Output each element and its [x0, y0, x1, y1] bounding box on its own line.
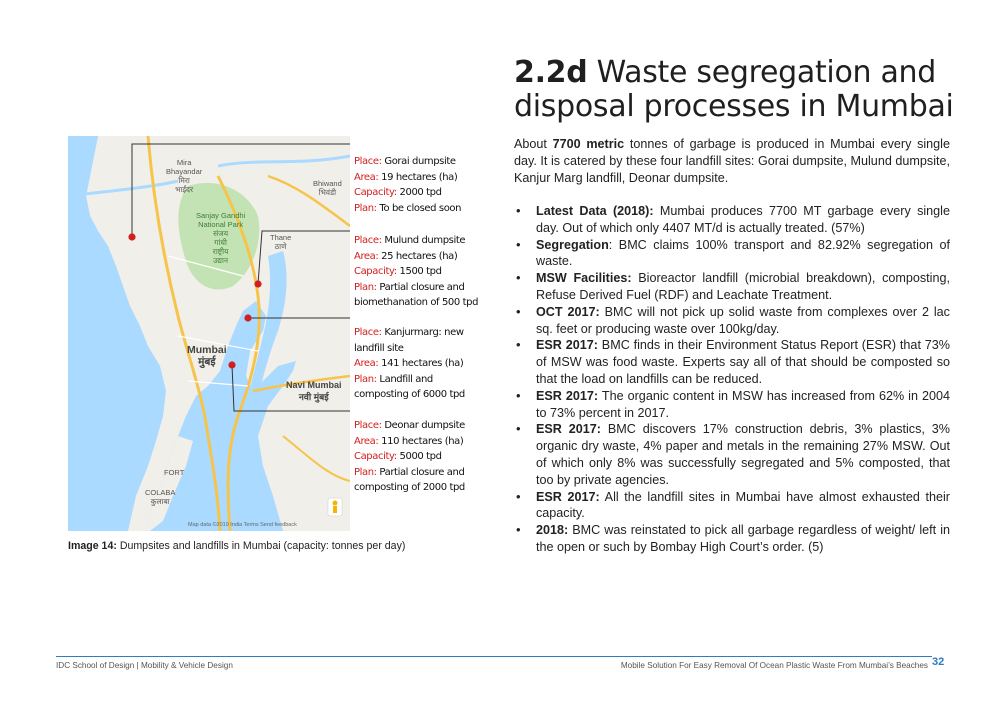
callout-value: 2000 tpd [396, 187, 442, 198]
bullet-text: The organic content in MSW has increased from 62% in 2004 to 73% percent in 2017. [536, 388, 951, 420]
bullet-text: BMC finds in their Environment Status Report (ESR) that 73% of MSW was food waste. Experts say all of that should be composted so that the load on landfills can be reduced. [536, 338, 950, 386]
callout-deonar [354, 418, 490, 496]
list-item [514, 388, 950, 422]
list-item [514, 304, 950, 338]
bullet-text: BMC was reinstated to pick all garbage regardless of weight/ left in the open or such by Bombay High Court’s order. (5) [536, 523, 950, 554]
bullet-lead: 2018: [536, 523, 569, 538]
bullet-lead: MSW Facilities: [536, 271, 632, 286]
intro-text-pre: About [514, 137, 553, 151]
facts-list [514, 203, 950, 556]
bullet-text: : BMC claims 100% transport and 82.92% segregation of waste. [536, 237, 950, 269]
label-bhiwandi: Bhiwand भिवंडी [313, 179, 342, 197]
bullet-text: Bioreactor landfill (microbial breakdown), composting, Refuse Derived Fuel (RDF) and Leachate Treatment. [536, 271, 950, 302]
bullet-text: All the landfill sites in Mumbai have almost exhausted their capacity. [536, 489, 950, 521]
callout-key: Area: [354, 358, 379, 369]
bullet-lead: OCT 2017: [536, 304, 600, 319]
callout-value: 141 hectares (ha) [378, 358, 464, 369]
intro-text-bold: 7700 metric [552, 137, 625, 151]
marker-gorai [128, 233, 135, 240]
callout-key: Plan: [354, 202, 377, 214]
callout-key: Capacity: [354, 266, 397, 277]
intro-paragraph [514, 136, 950, 187]
label-mumbai: Mumbai मुंबई [187, 344, 227, 368]
label-thane: Thane ठाणे [270, 233, 292, 251]
marker-kanjur [244, 314, 251, 321]
callout-key: Plan: [354, 466, 377, 478]
bullet-lead: ESR 2017: [536, 388, 599, 403]
callout-value: 1500 tpd [396, 266, 442, 277]
page-number: 32 [932, 656, 945, 668]
callout-key: Area: [354, 435, 379, 447]
callout-value: Partial closure and biomethanation of 500 tpd [354, 281, 479, 308]
bullet-lead: ESR 2017: [536, 489, 600, 504]
mumbai-map [68, 136, 350, 531]
list-item [514, 270, 950, 304]
label-navi-mumbai: Navi Mumbai नवी मुंबई [286, 380, 342, 402]
callout-key: Area: [354, 171, 379, 183]
dumpsite-callouts [350, 136, 490, 531]
callout-value: 25 hectares (ha) [378, 250, 458, 262]
footer-project-title: Mobile Solution For Easy Removal Of Ocean Plastic Waste From Mumbai’s Beaches [620, 661, 928, 670]
callout-key: Place: [354, 420, 382, 431]
callout-key: Plan: [354, 281, 377, 293]
bullet-text: Mumbai produces 7700 MT garbage every single day. Out of which only 4407 MT/d is actually treated. (57%) [536, 204, 950, 235]
caption-text: Dumpsites and landfills in Mumbai (capacity: tonnes per day) [116, 540, 406, 552]
callout-key: Place: [354, 156, 382, 167]
callout-value: To be closed soon [376, 202, 462, 214]
callout-key: Plan: [354, 373, 377, 385]
callout-gorai [354, 154, 461, 216]
callout-value: 5000 tpd [396, 451, 442, 462]
caption-label: Image 14: [68, 540, 117, 552]
label-fort: FORT [164, 468, 185, 477]
callout-value: 19 hectares (ha) [378, 171, 458, 183]
callout-kanjurmarg [354, 325, 490, 403]
callout-value: Partial closure and composting of 2000 tpd [354, 466, 465, 493]
list-item [514, 237, 950, 271]
callout-mulund [354, 233, 490, 311]
marker-mulund [254, 280, 261, 287]
callout-key: Place: [354, 235, 382, 246]
callout-key: Area: [354, 250, 379, 262]
bullet-text: BMC discovers 17% construction debris, 3% plastics, 3% organic dry waste, 4% paper and metals in the remaining 27% MSW. Out of which only 8% was successfully segregated and 5% composted, that too by private agencies. [536, 422, 950, 487]
callout-value: Deonar dumpsite [381, 420, 465, 431]
list-item [514, 203, 950, 237]
footer-institution: IDC School of Design | Mobility & Vehicle Design [56, 661, 233, 670]
callout-value: Mulund dumpsite [381, 235, 466, 246]
bullet-text: BMC will not pick up solid waste from complexes over 2 lac sq. feet or producing waste over 100kg/day. [536, 304, 950, 336]
section-number: 2.2d [514, 55, 588, 90]
callout-value: Landfill and composting of 6000 tpd [354, 373, 465, 400]
list-item [514, 421, 950, 488]
label-sgnp: Sanjay Gandhi National Park संजय गांधी राष्ट्रीय उद्यान [196, 211, 246, 265]
section-title-text: Waste segregation and disposal processes in Mumbai [514, 55, 954, 124]
map-graphic [68, 136, 350, 531]
figure-caption [68, 540, 405, 552]
bullet-lead: ESR 2017: [536, 422, 601, 437]
intro-text-post: tonnes of garbage is produced in Mumbai every single day. It is catered by these four landfill sites: Gorai dumpsite, Mulund dumpsite, Kanjur Marg landfill, Deonar dumpsite. [514, 137, 950, 185]
footer-divider [56, 656, 932, 657]
map-attribution: Map data ©2019 India Terms Send feedback [188, 522, 297, 528]
marker-deonar [228, 361, 235, 368]
callout-value: Gorai dumpsite [381, 156, 456, 167]
bullet-lead: ESR 2017: [536, 338, 598, 353]
callout-key: Place: [354, 327, 382, 338]
callout-value: Kanjurmarg: new landfill site [354, 327, 464, 354]
callout-key: Capacity: [354, 187, 397, 198]
list-item [514, 337, 950, 387]
list-item [514, 489, 950, 523]
callout-key: Capacity: [354, 451, 397, 462]
bullet-lead: Segregation [536, 237, 609, 252]
label-mira-bhayandar: Mira Bhayandar मिरा भाईंदर [166, 158, 203, 194]
callout-value: 110 hectares (ha) [378, 435, 464, 447]
label-colaba: COLABA कुलाबा [145, 488, 176, 506]
list-item [514, 522, 950, 556]
section-title [514, 56, 984, 124]
bullet-lead: Latest Data (2018): [536, 204, 654, 218]
